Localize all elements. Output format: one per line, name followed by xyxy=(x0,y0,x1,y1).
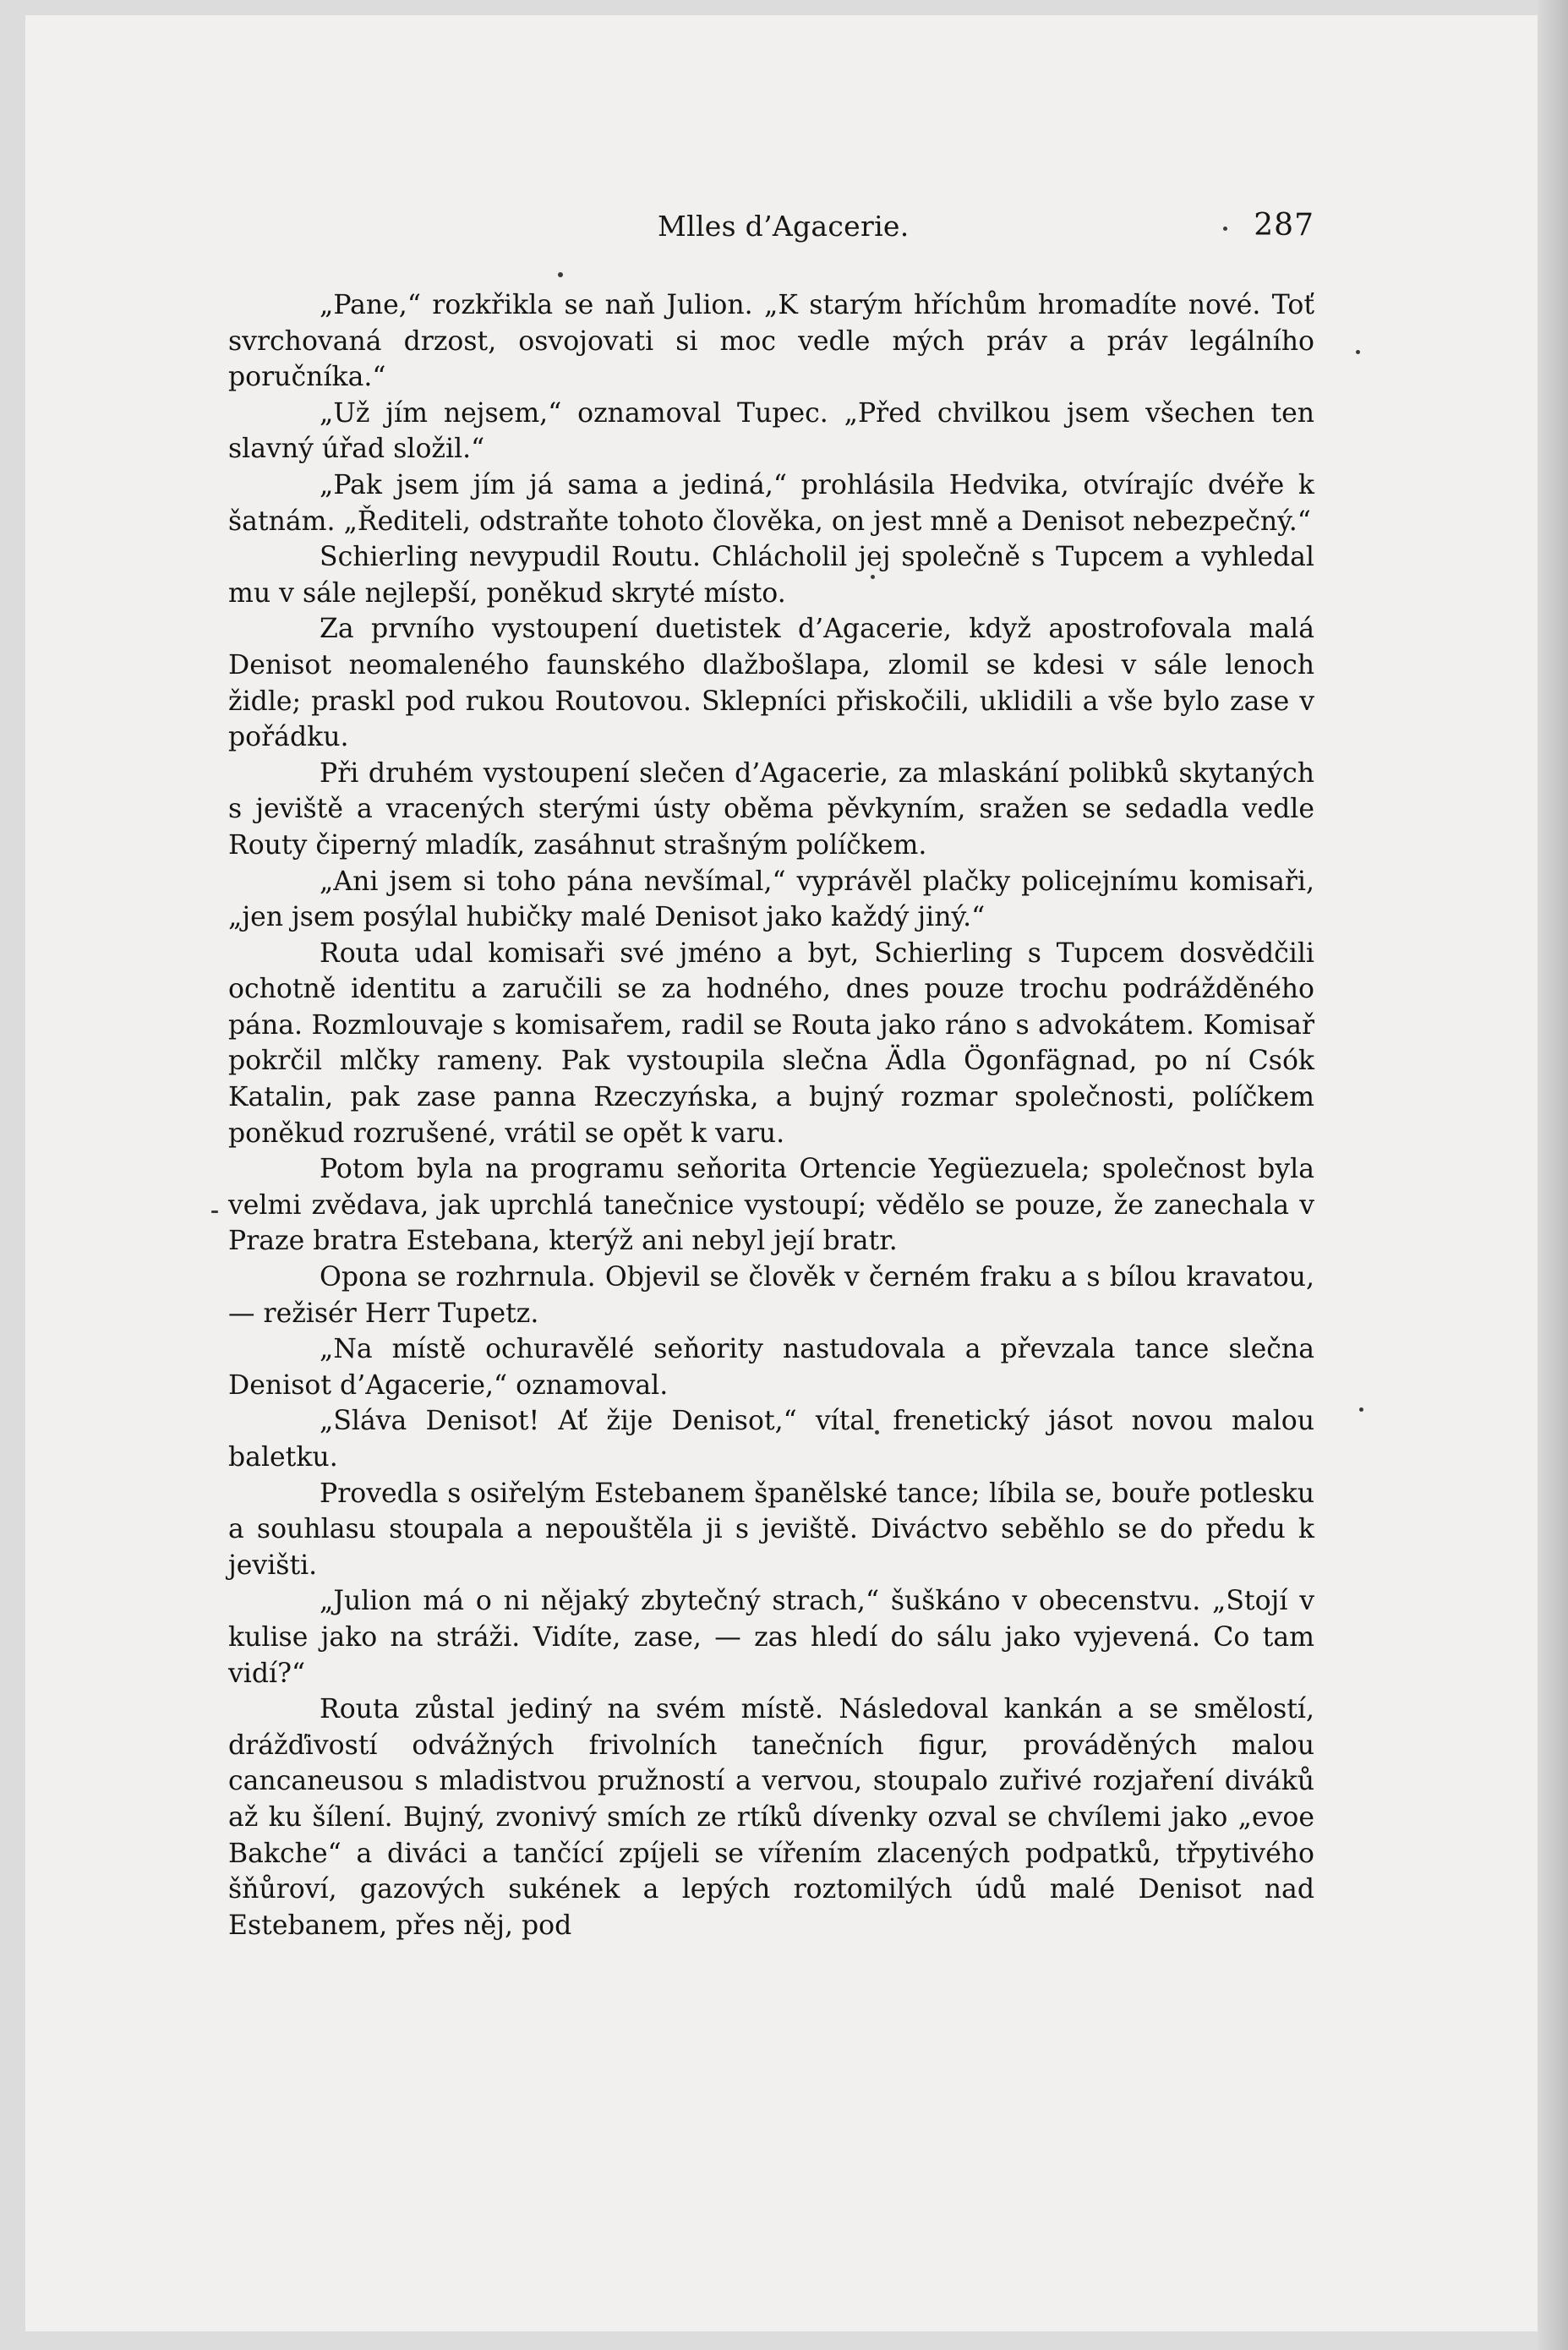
paragraph: „Ani jsem si toho pána nevšímal,“ vyprávěl plačky policejnímu komisaři, „jen jsem posýlal hubičky malé Denisot jako každý jiný.“ xyxy=(228,866,1314,933)
paragraph: Za prvního vystoupení duetistek d’Agacerie, když apostrofovala malá Denisot neomaleného faunského dlažbošlapa, zlomil se kdesi v sále lenoch židle; praskl pod rukou Routovou. Sklepníci přiskočili, uklidili a vše bylo zase v pořádku. xyxy=(228,614,1314,753)
page-header xyxy=(228,210,1314,252)
paragraph: „Julion má o ni nějaký zbytečný strach,“ šuškáno v obecenstvu. „Stojí v kulise jako na stráži. Vidíte, zase, — zas hledí do sálu jako vyjevená. Co tam vidí?“ xyxy=(228,1586,1314,1689)
page-number: 287 xyxy=(1254,208,1314,243)
paragraph: „Pane,“ rozkřikla se naň Julion. „K starým hříchům hromadíte nové. Toť svrchovaná drzost, osvojovati si moc vedle mých práv a práv legálního poručníka.“ xyxy=(228,290,1314,393)
paragraph: „Už jím nejsem,“ oznamoval Tupec. „Před chvilkou jsem všechen ten slavný úřad složil.“ xyxy=(228,397,1314,465)
body-text xyxy=(228,287,1314,1943)
running-title: Mlles d’Agacerie. xyxy=(658,210,910,243)
ink-speck xyxy=(1359,1407,1363,1412)
ink-speck xyxy=(558,272,563,277)
paragraph: Routa zůstal jediný na svém místě. Následoval kankán a se smělostí, drážďivostí odvážných frivolních tanečních figur, prováděných malou cancaneusou s mladistvou pružností a vervou, stoupalo zuřivé rozjaření diváků až ku šílení. Bujný, zvonivý smích ze rtíků dívenky ozval se chvílemi jako „evoe Bakche“ a diváci a tančící zpíjeli se vířením zlacených podpatků, třpytivého šňůroví, gazových sukének a lepých roztomilých údů malé Denisot nad Estebanem, přes něj, pod xyxy=(228,1694,1314,1941)
ink-speck xyxy=(211,1211,218,1213)
paragraph: „Pak jsem jím já sama a jediná,“ prohlásila Hedvika, otvírajíc dvéře k šatnám. „Řediteli, odstraňte tohoto člověka, on jest mně a Denisot nebezpečný.“ xyxy=(228,469,1314,537)
paragraph: Potom byla na programu seňorita Ortencie Yegüezuela; společnost byla velmi zvědava, jak uprchlá tanečnice vystoupí; vědělo se pouze, že zanechala v Praze bratra Estebana, kterýž ani nebyl její bratr. xyxy=(228,1154,1314,1257)
paragraph: Provedla s osiřelým Estebanem španělské tance; líbila se, bouře potlesku a souhlasu stoupala a nepouštěla ji s jeviště. Diváctvo seběhlo se do předu k jevišti. xyxy=(228,1478,1314,1581)
paragraph: Routa udal komisaři své jméno a byt, Schierling s Tupcem dosvědčili ochotně identitu a zaručili se za hodného, dnes pouze trochu podrážděného pána. Rozmlouvaje s komisařem, radil se Routa jako ráno s advokátem. Komisař pokrčil mlčky rameny. Pak vystoupila slečna Ädla Ögonfägnad, po ní Csók Katalin, pak zase panna Rzeczyńska, a bujný rozmar společnosti, políčkem poněkud rozrušené, vrátil se opět k varu. xyxy=(228,937,1314,1149)
page-edge-shadow xyxy=(1538,0,1568,2350)
paragraph: Opona se rozhrnula. Objevil se člověk v černém fraku a s bílou kravatou, — režisér Herr Tupetz. xyxy=(228,1262,1314,1329)
ink-speck xyxy=(1356,350,1360,354)
paragraph: „Na místě ochuravělé seňority nastudovala a převzala tance slečna Denisot d’Agacerie,“ oznamoval. xyxy=(228,1334,1314,1401)
paragraph: „Sláva Denisot! Ať žije Denisot,“ vítal frenetický jásot novou malou baletku. xyxy=(228,1406,1314,1473)
paragraph: Schierling nevypudil Routu. Chlácholil jej společně s Tupcem a vyhledal mu v sále nejlepší, poněkud skryté místo. xyxy=(228,542,1314,609)
paragraph: Při druhém vystoupení slečen d’Agacerie, za mlaskání polibků skytaných s jeviště a vracených sterými ústy oběma pěvkyním, sražen se sedadla vedle Routy čiperný mladík, zasáhnut strašným políčkem. xyxy=(228,757,1314,861)
